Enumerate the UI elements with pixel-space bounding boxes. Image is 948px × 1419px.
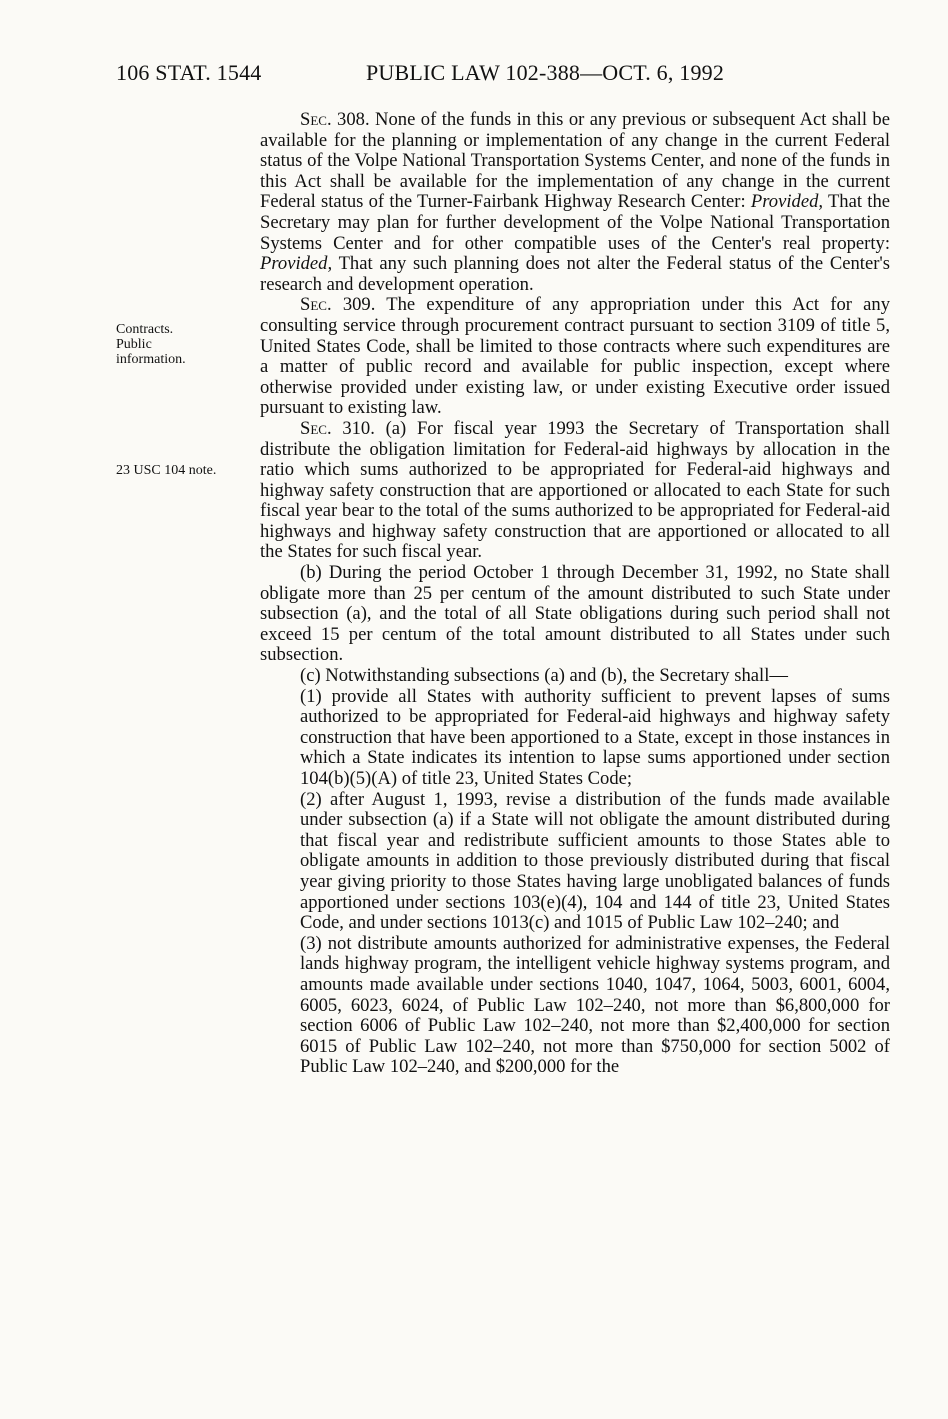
margin-note-contracts-text: Contracts. [116, 322, 174, 337]
section-310-c-3: (3) not distribute amounts authorized for administrative expenses, the Federal lands highway program, the intelligent vehicle highway systems program, and amounts made available under sections 1040, 1047, 1064, 5003, 6001, 6004, 6005, 6023, 6024, of Public Law 102–240, not more than $6,800,000 for section 6006 of Public Law 102–240, not more than $2,400,000 for section 6015 of Public Law 102–240, not more than $750,000 for section 5002 of Public Law 102–240, and $200,000 for the [300, 932, 890, 1078]
page-reference: 106 STAT. 1544 [116, 60, 262, 85]
section-310-c-2: (2) after August 1, 1993, revise a distribution of the funds made available under subsection (a) if a State will not obligate the amount distributed during that fiscal year and redistribute sufficient amounts to those States able to obligate amounts in addition to those previously distributed during that fiscal year giving priority to those States having large unobligated balances of funds apportioned under sections 103(e)(4), 104 and 144 of title 23, United States Code, and under sections 1013(c) and 1015 of Public Law 102–240; and [300, 788, 890, 934]
section-309-label: Sec. 309. [300, 294, 376, 316]
section-310-c-1: (1) provide all States with authority sufficient to prevent lapses of sums authorized to be appropriated for Federal-aid highways and highway safety construction that have been apportioned to a State, except in those instances in which a State indicates its intention to lapse sums apportioned under section 104(b)(5)(A) of title 23, United States Code; [300, 685, 890, 789]
section-309: Sec. 309. The expenditure of any appropriation under this Act for any consulting service through procurement contract pursuant to section 3109 of title 5, United States Code, shall be limited to those contracts where such expenditures are a matter of public record and available for public inspection, except where otherwise provided under existing law, or under existing Executive order issued pursuant to existing law. [260, 294, 891, 419]
section-310-label: Sec. 310. [300, 417, 375, 439]
section-308: Sec. 308. None of the funds in this or any previous or subsequent Act shall be available for the planning or implementation of any change in the current Federal status of the Volpe National Transportation Systems Center, and none of the funds in this Act shall be available for the implementation of any change in the current Federal status of the Turner-Fairbank Highway Research Center: Provided, That the Secretary may plan for further development of the Volpe National Transportation Systems Center and for other compatible uses of the Center's real property: Provided, That any such planning does not alter the Federal status of the Center's research and development operation. [260, 109, 890, 295]
section-310-a: Sec. 310. (a) For fiscal year 1993 the Secretary of Transportation shall distribute the obligation limitation for Federal-aid highways by allocation in the ratio which sums authorized to be appropriated for Federal-aid highways and highway safety construction that are apportioned or allocated to each State for such fiscal year bear to the total of the sums authorized to be appropriated for Federal-aid highways and highway safety construction that are apportioned or allocated to all the States for such fiscal year. [260, 417, 890, 563]
margin-note-public-information: Public information. [116, 337, 186, 367]
document-body [260, 110, 890, 1078]
law-title: PUBLIC LAW 102-388—OCT. 6, 1992 [366, 60, 725, 85]
margin-note-contracts [116, 322, 216, 367]
section-308-label: Sec. 308. [300, 109, 370, 130]
margin-note-usc: 23 USC 104 note. [116, 463, 217, 478]
page-header [116, 60, 725, 86]
section-310-b: (b) During the period October 1 through December 31, 1992, no State shall obligate more than 25 per centum of the amount distributed to such State under subsection (a), and the total of all State obligations during such period shall not exceed 15 per centum of the total amount distributed to all States under such subsection. [260, 562, 890, 666]
section-310-c: (c) Notwithstanding subsections (a) and (b), the Secretary shall— [300, 665, 788, 687]
